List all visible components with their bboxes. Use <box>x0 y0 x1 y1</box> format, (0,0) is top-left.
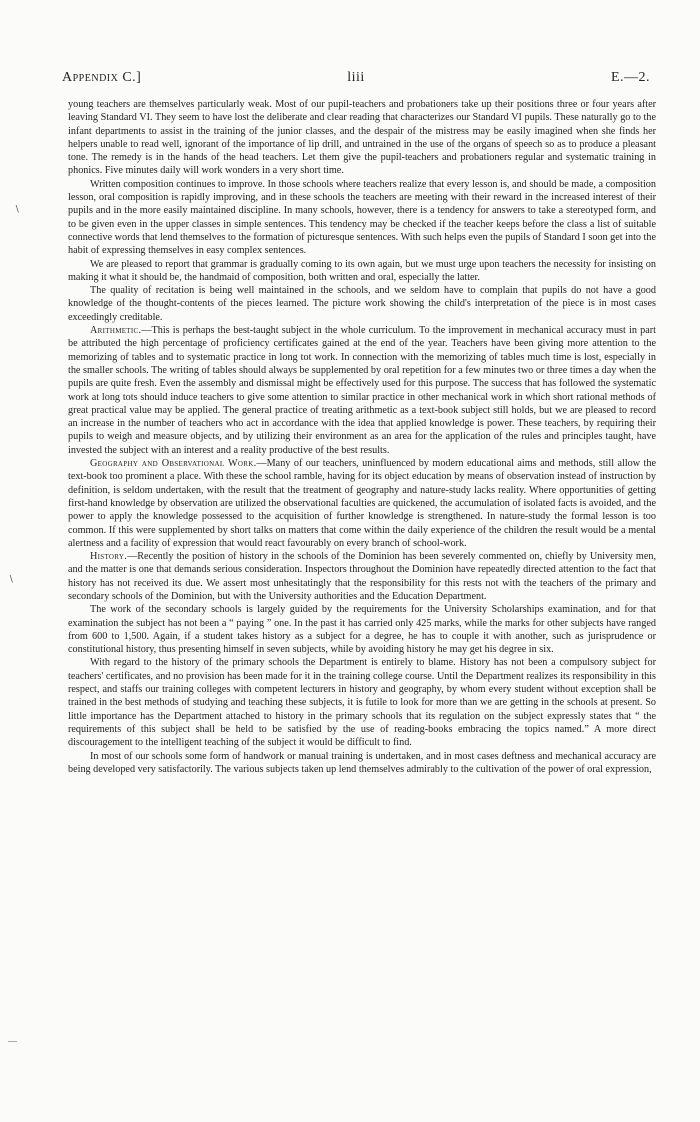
paragraph-text: The quality of recitation is being well maintained in the schools, and we seldom have to complain that pupils do not have a good knowledge of the thought-contents of the pieces learned. The picture work showing the child's interpretation of the piece is in most cases exceedingly creditable. <box>68 285 656 323</box>
paragraph-text: Written composition continues to improve. In those schools where teachers realize that every lesson is, and should be made, a composition lesson, oral composition is rapidly improving, and in these schools the teachers are meeting with their reward in the increased interest of their pupils and in the more easily maintained discipline. In many schools, however, there is a tendency for answers to take a stereotyped form, and to be given even in the upper classes in simple sentences. This tendency may be checked if the teacher keeps before the class a list of suitable connective words that lend themselves to the formation of picturesque sentences. With such helps even the pupils of Standard I soon get into the habit of expressing themselves in easy complex sentences. <box>68 178 656 257</box>
paragraph-text: —Recently the position of history in the schools of the Dominion has been severely commented on, chiefly by University men, and the matter is one that demands serious consideration. Inspectors throughout the Dominion have repeatedly directed attention to the fact that history has not received its due. We assert most unhesitatingly that the responsibility for this rests not with the teachers of the primary and secondary schools of the Dominion, but with the University authorities and the Education Department. <box>68 551 656 602</box>
paragraph-text: We are pleased to report that grammar is gradually coming to its own again, but we must urge upon teachers the necessity for insisting on making it what it should be, the handmaid of composition, both written and oral, especially the latter. <box>68 258 656 283</box>
paragraph-composition <box>68 178 656 258</box>
paragraph-text: young teachers are themselves particularly weak. Most of our pupil-teachers and probationers take up their positions three or four years after leaving Standard VI. They seem to have lost the deliberate and clear reading that characterizes our Standard VI pupils. These naturally go to the infant departments to assist in the training of the junior classes, and the despair of the mistress may be easily imagined when she finds her helpers unable to read well, ignorant of the importance of lip drill, and untrained in the use of the organs of speech so as to produce a pleasant tone. The remedy is in the hands of the head teachers. Let them give the pupil-teachers and probationers regular and systematic training in phonics. Five minutes daily will work wonders in a very short time. <box>68 99 656 177</box>
paragraph-text: In most of our schools some form of handwork or manual training is undertaken, and in most cases deftness and mechanical accuracy are being developed very satisfactorily. The various subjects taken up lend themselves admirably to the cultivation of the power of oral expression, <box>68 750 656 775</box>
paragraph-text: —Many of our teachers, uninfluenced by modern educational aims and methods, still allow the text-book too prominent a place. With these the school ramble, having for its object education by means of observation instead of instruction by definition, is seldom undertaken, with the result that the treatment of geography and nature-study lacks reality. Where opportunities of getting first-hand knowledge by observation are utilized the observational faculties are quickened, the accumulation of isolated facts is avoided, and the power to apply the knowledge possessed to the acquisition of further knowledge is strengthened. In nature-study the formal lesson is too common. If this were supplemented by short talks on matters that come within the daily experience of the children the result would be a mental alertness and a facility of expression that would react favourably on every branch of school-work. <box>68 458 656 549</box>
paragraph-history <box>68 550 656 603</box>
paragraph-reading <box>68 98 656 178</box>
header-appendix-label: Appendix C.] <box>62 70 142 85</box>
paragraph-secondary-schools <box>68 603 656 656</box>
section-heading-arithmetic: Arithmetic. <box>90 325 142 337</box>
paragraph-text: The work of the secondary schools is largely guided by the requirements for the University Scholarships examination, and for that examination the subject has not been a “ paying ” one. In the past it has carried only 425 marks, while the marks for other subjects have ranged from 600 to 1,500. Again, if a student takes history as a subject for a degree, he has to couple it with another, such as jurisprudence or constitutional history, thus presenting himself in seven subjects, while by avoiding history he may get his degree in six. <box>68 604 656 656</box>
margin-mark: — <box>8 1036 17 1046</box>
margin-mark: ∖ <box>14 204 20 214</box>
paragraph-geography <box>68 457 656 550</box>
section-heading-history: History. <box>90 551 128 563</box>
paragraph-recitation <box>68 284 656 324</box>
paragraph-primary-schools <box>68 656 656 749</box>
paragraph-text: With regard to the history of the primary schools the Department is entirely to blame. History has not been a compulsory subject for teachers' certificates, and no provision has been made for it in the training college course. Until the Department realizes its responsibility in this respect, and staffs our training colleges with competent lecturers in history and geography, by whom every student without exception shall be trained in the best methods of studying and teaching these subjects, it is futile to look for more than we are getting in the schools at present. So little importance has the Department attached to history in the primary schools that its regulation on the subject expressly states that “ the requirements of this subject shall be held to be satisfied by the use of reading-books embracing the topics named.” A more direct discouragement to the intelligent teaching of the subject it would be difficult to find. <box>68 657 656 749</box>
header-document-code: E.—2. <box>610 70 650 85</box>
header-page-number: liii <box>347 70 365 85</box>
paragraph-grammar <box>68 258 656 285</box>
paragraph-arithmetic <box>68 324 656 457</box>
document-body <box>68 98 656 776</box>
paragraph-text: —This is perhaps the best-taught subject in the whole curriculum. To the improvement in mechanical accuracy must in part be attributed the high percentage of proficiency certificates gained at the end of the year. Teachers have been giving more attention to the memorizing of tables and to systematic practice in long tot work. In connection with the memorizing of tables much time is lost, especially in the smaller schools. The writing of tables should always be supplemented by oral repetition for a few minutes two or three times a day when the pupils are quite fresh. Even the assembly and dismissal might be effectively used for this purpose. The success that has followed the systematic work at long tots should induce teachers to give some attention to similar practice in other mechanical work in which short rational methods of great practical value may be applied. The general practice of treating arithmetic as a text-book subject still holds, but we are pleased to record an increase in the number of teachers who act in accordance with the idea that applied knowledge is power. These teachers, by requiring their pupils to weigh and measure objects, and by utilizing their environment as an area for the application of the rules and principles taught, have invested the subject with an interest and a reality productive of the best results. <box>68 325 656 456</box>
page-header <box>62 70 650 92</box>
margin-mark: ∖ <box>8 574 14 584</box>
section-heading-geography: Geography and Observational Work. <box>90 458 257 470</box>
paragraph-handwork <box>68 750 656 777</box>
